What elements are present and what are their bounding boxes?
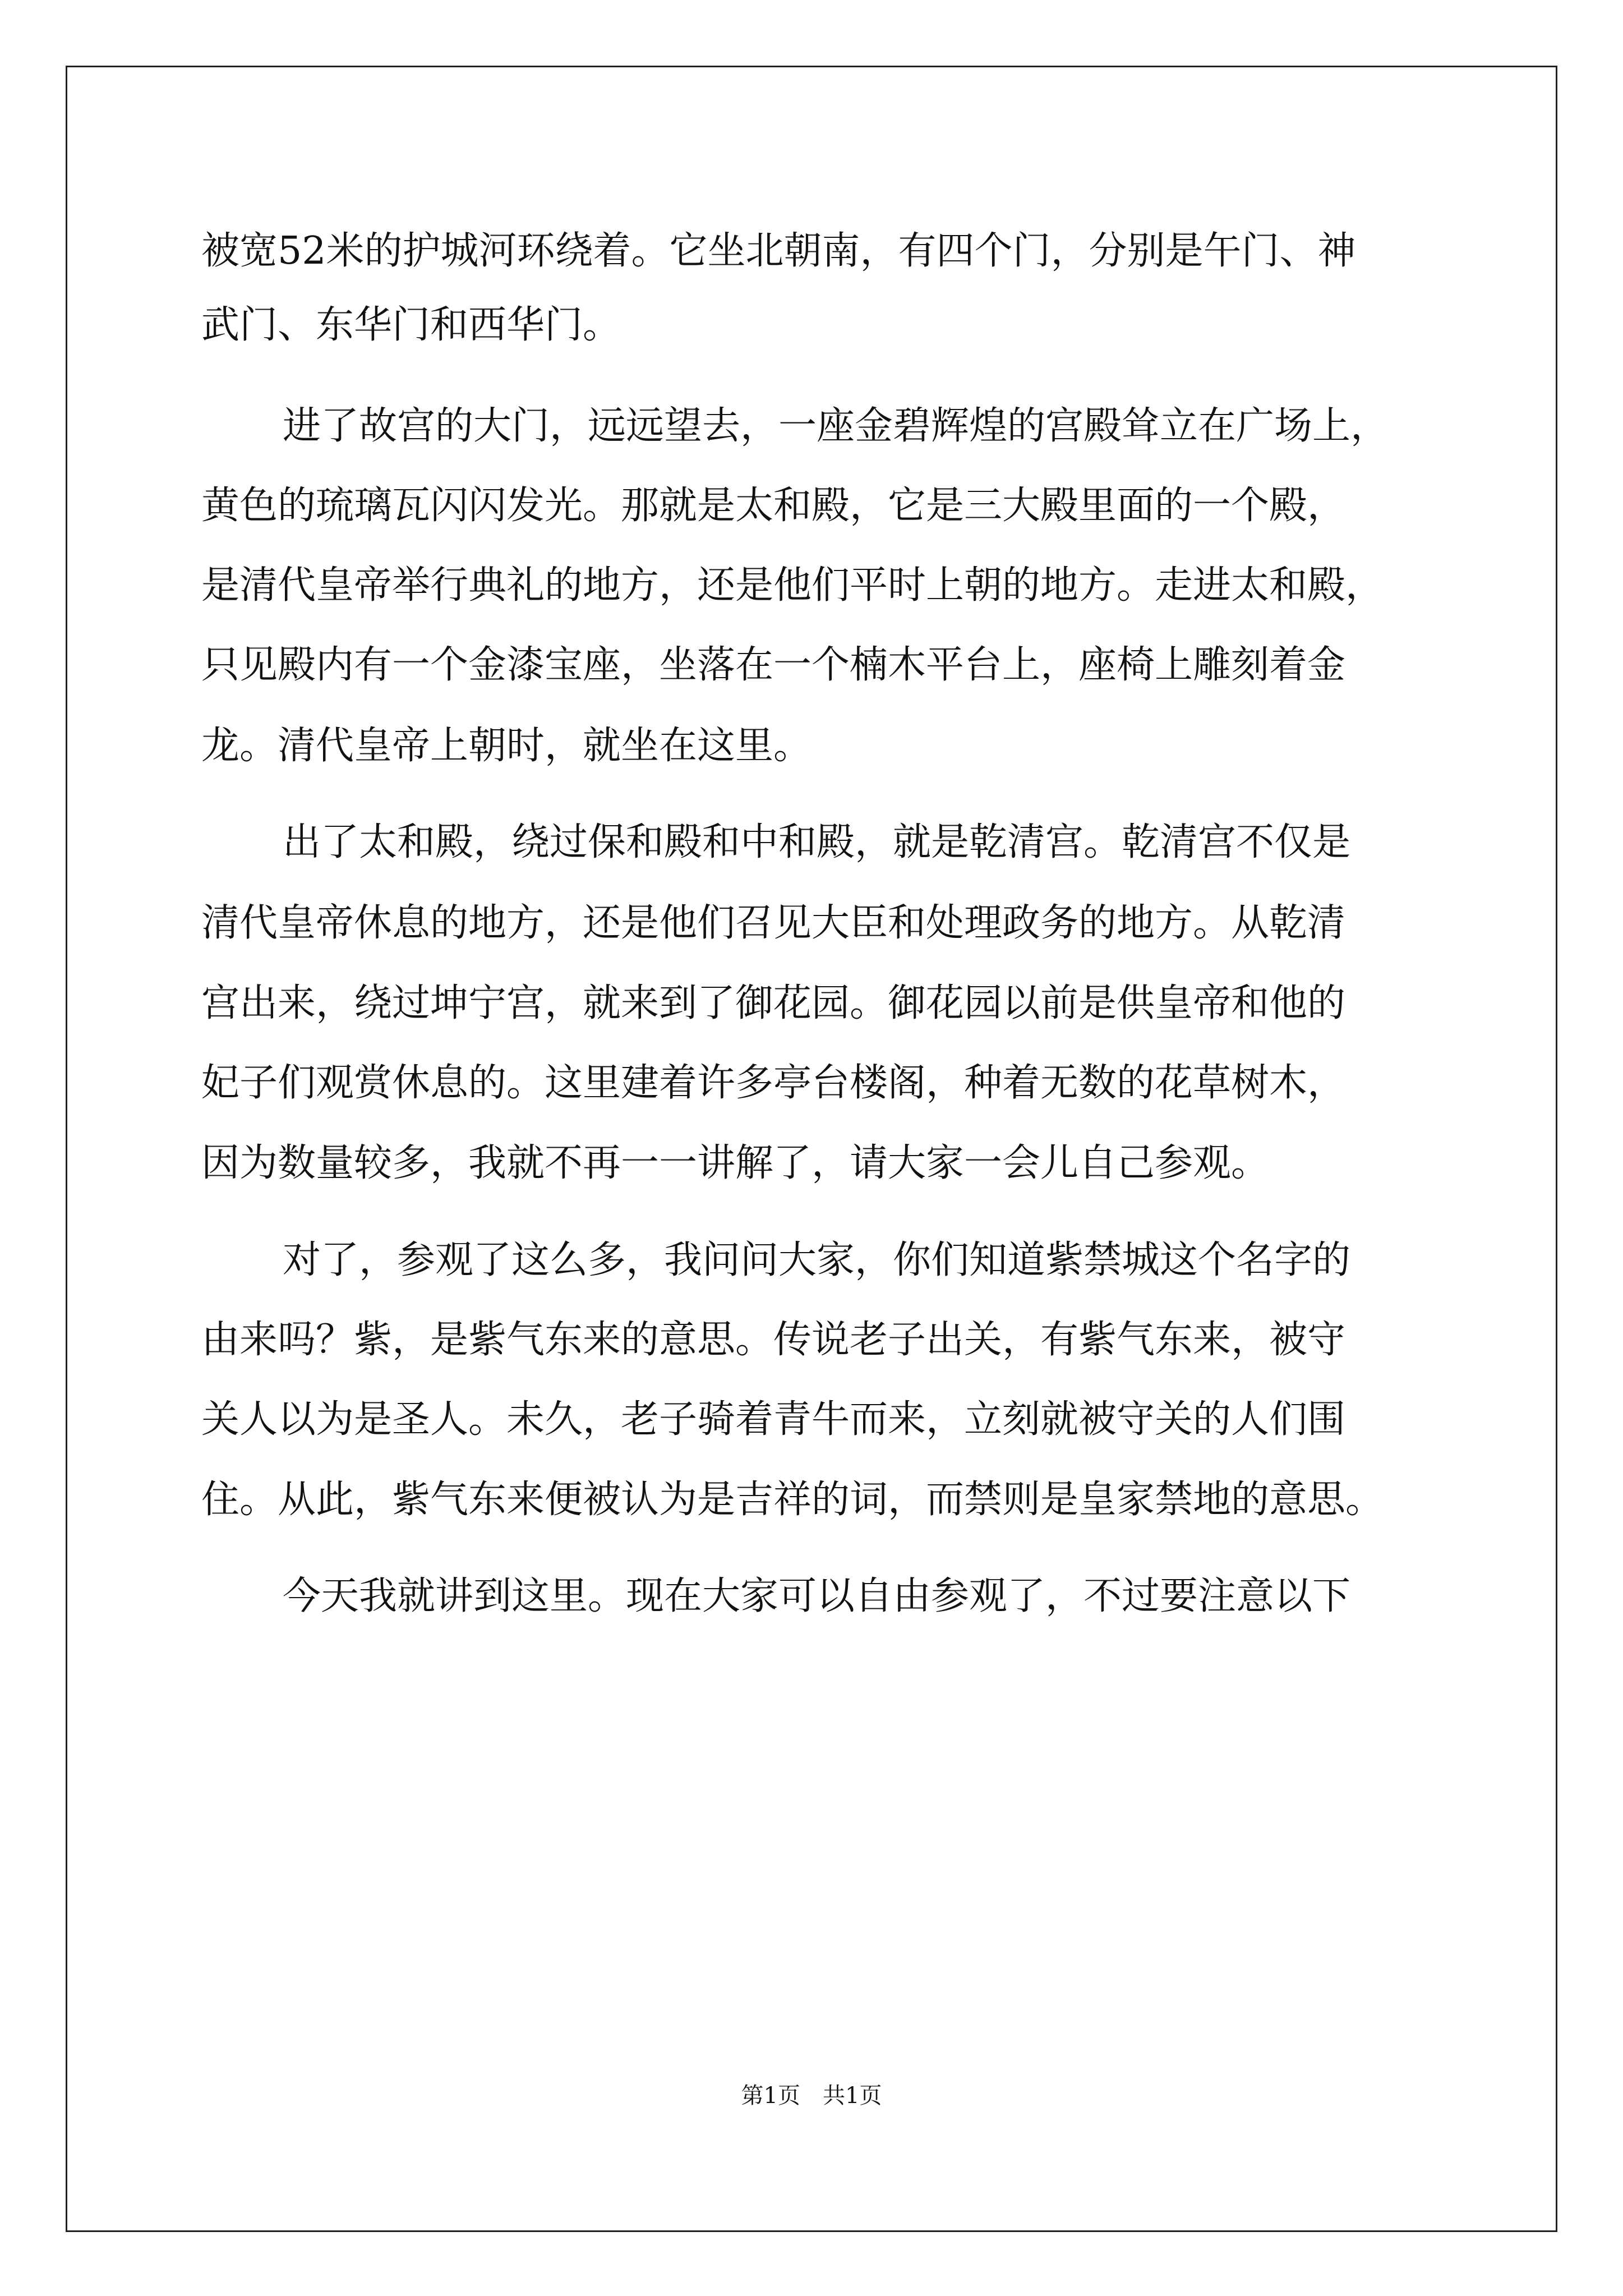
text-line: 是清代皇帝举行典礼的地方，还是他们平时上朝的地方。走进太和殿， [201, 563, 1384, 608]
text-line: 今天我就讲到这里。现在大家可以自由参观了，不过要注意以下 [283, 1574, 1351, 1618]
text-line: 武门、东华门和西华门。 [201, 303, 621, 347]
text-line: 宫出来，绕过坤宁宫，就来到了御花园。御花园以前是供皇帝和他的 [201, 981, 1346, 1025]
text-line: 对了，参观了这么多，我问问大家，你们知道紫禁城这个名字的 [283, 1238, 1351, 1282]
text-line: 由来吗？紫，是紫气东来的意思。传说老子出关，有紫气东来，被守 [201, 1318, 1346, 1362]
text-line: 清代皇帝休息的地方，还是他们召见大臣和处理政务的地方。从乾清 [201, 901, 1346, 945]
text-line: 被宽52米的护城河环绕着。它坐北朝南，有四个门，分别是午门、神 [201, 229, 1356, 273]
text-line: 妃子们观赏休息的。这里建着许多亭台楼阁，种着无数的花草树木， [201, 1061, 1346, 1105]
page-number-footer: 第1页 共1页 [741, 2083, 882, 2109]
text-line: 只见殿内有一个金漆宝座，坐落在一个楠木平台上，座椅上雕刻着金 [201, 643, 1346, 687]
text-line: 进了故宫的大门，远远望去，一座金碧辉煌的宫殿耸立在广场上， [283, 404, 1389, 448]
text-line: 黄色的琉璃瓦闪闪发光。那就是太和殿，它是三大殿里面的一个殿， [201, 484, 1346, 528]
text-line: 住。从此，紫气东来便被认为是吉祥的词，而禁则是皇家禁地的意思。 [201, 1478, 1384, 1522]
text-line: 关人以为是圣人。未久，老子骑着青牛而来，立刻就被守关的人们围 [201, 1397, 1346, 1442]
text-line: 因为数量较多，我就不再一一讲解了，请大家一会儿自己参观。 [201, 1141, 1270, 1185]
text-line: 龙。清代皇帝上朝时，就坐在这里。 [201, 724, 812, 768]
text-line: 出了太和殿，绕过保和殿和中和殿，就是乾清宫。乾清宫不仅是 [283, 820, 1351, 864]
